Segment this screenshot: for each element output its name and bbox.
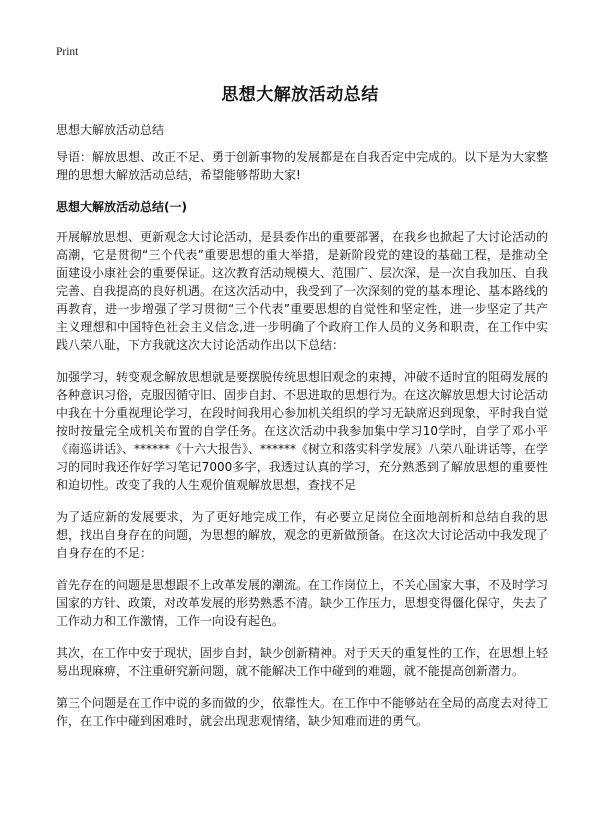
body-paragraph: 首先存在的问题是思想跟不上改革发展的潮流。在工作岗位上，不关心国家大事，不及时学习国家的方针、政策，对改革发展的形势熟悉不清。缺少工作压力，思想变得僵化保守，失去了工作动力和工作激情，工作一向设有起色。 [56,578,549,628]
body-paragraph: 开展解放思想、更新观念大讨论活动，是县委作出的重要部署，在我乡也掀起了大讨论活动的高潮，它是贯彻“三个代表”重要思想的重大举措，是新阶段党的建设的基础工程，是推动全面建设小康社会的重要保证。这次教育活动规模大、范围广、层次深，是一次自我加压、自我完善、自我提高的良好机遇。在这次活动中，我受到了一次深刻的党的基本理论、基本路线的再教育，进一步增强了学习贯彻“三个代表”重要思想的自觉性和坚定性，进一步坚定了共产主义理想和中国特色社会主义信念,进一步明确了个政府工作人员的义务和职责，在工作中实践八荣八耻，下方我就这次大讨论活动作出以下总结： [56,230,549,352]
page-title: 思想大解放活动总结 [221,85,379,105]
body-paragraph: 加强学习，转变观念解放思想就是要摆脱传统思想旧观念的束搏，冲破不适时宜的阻碍发展的各种意识习俗，克服因循守旧、固步自封、不思进取的思想行为。在这次解放思想大讨论活动中我在十分重视理论学习，在段时间我用心参加机关组织的学习无缺席迟到现象，平时我自觉按时按量完全成机关布置的自学任务。在这次活动中我参加集中学习10学时，自学了邓小平《南巡讲话》、******《十六大报告》、******《树立和落实科学发展》八荣八耻讲话等，在学习的同时我还作好学习笔记7000多字，我透过认真的学习，充分熟悉到了解放思想的重要性和迫切性。改变了我的人生观价值观解放思想，查找不足 [56,370,549,492]
section-heading: 思想大解放活动总结(一) [56,200,187,214]
body-paragraph: 为了适应新的发展要求，为了更好地完成工作，有必要立足岗位全面地剖析和总结自我的思想，找出自身存在的问题，为思想的解放，观念的更新做预备。在这次大讨论活动中我发现了自身存在的不足： [56,510,549,560]
intro-paragraph: 导语：解放思想、改正不足、勇于创新事物的发展都是在自我否定中完成的。以下是为大家整理的思想大解放活动总结，希望能够帮助大家! [56,150,549,182]
document-subtitle: 思想大解放活动总结 [56,123,165,137]
document-body [56,148,548,744]
print-link[interactable]: Print [56,46,79,58]
body-paragraph: 第三个问题是在工作中说的多而做的少，依靠性大。在工作中不能够站在全局的高度去对待工作，在工作中碰到困难时，就会出现悲观情绪，缺少知难而进的勇气。 [56,696,549,728]
body-paragraph: 其次，在工作中安于现状，固步自封，缺少创新精神。对于天天的重复性的工作，在思想上轻易出现麻痹，不注重研究新问题，就不能解决工作中碰到的难题，就不能提高创新潜力。 [56,646,549,678]
